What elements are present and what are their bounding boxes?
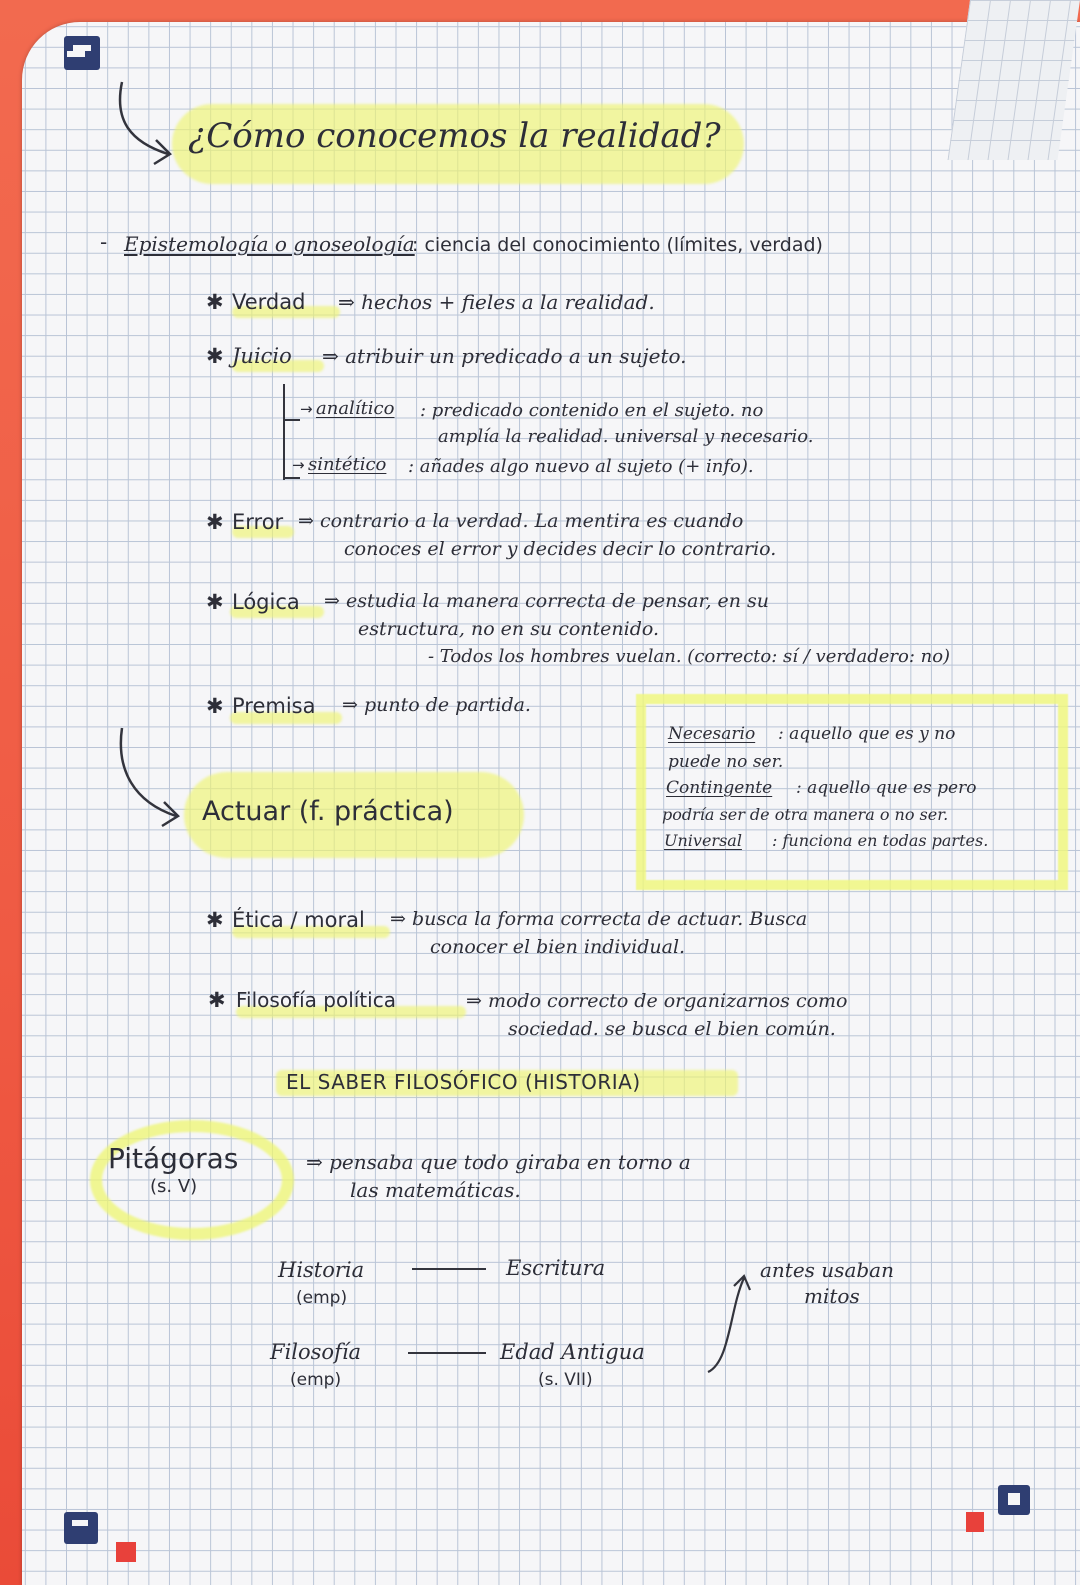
universal-term: Universal	[664, 831, 742, 850]
pitagoras-text-2: las matemáticas.	[350, 1178, 521, 1202]
necesario-text-2: puede no ser.	[668, 752, 784, 772]
politica-text-2: sociedad. se busca el bien común.	[508, 1018, 836, 1040]
logica-term: Lógica	[232, 590, 300, 614]
epistemologia-term: Epistemología o gnoseología	[124, 232, 415, 256]
premisa-term: Premisa	[232, 694, 316, 718]
pitagoras-century: (s. V)	[150, 1176, 198, 1197]
verdad-term: Verdad	[232, 290, 306, 314]
asterisk-bullet: ✱	[206, 908, 224, 932]
verdad-text: ⇒ hechos + fieles a la realidad.	[338, 290, 655, 314]
curved-arrow-icon	[700, 1268, 760, 1378]
logica-text-2: estructura, no en su contenido.	[358, 618, 660, 640]
sintetico-text: : añades algo nuevo al sujeto (+ info).	[408, 456, 754, 477]
brand-logo-icon	[64, 36, 100, 70]
asterisk-bullet: ✱	[206, 510, 224, 534]
epistemologia-definition: : ciencia del conocimiento (límites, verdad)	[412, 234, 823, 256]
juicio-term: Juicio	[232, 344, 292, 368]
error-term: Error	[232, 510, 284, 534]
asterisk-bullet: ✱	[206, 290, 224, 314]
asterisk-bullet: ✱	[206, 344, 224, 368]
red-square-mark	[116, 1542, 136, 1562]
arrow-bullet: →	[300, 400, 313, 418]
historia-label: Historia	[278, 1258, 365, 1282]
connector-line	[412, 1268, 486, 1270]
analitico-text-2: amplía la realidad. universal y necesario.	[438, 426, 814, 447]
contingente-text: : aquello que es pero	[796, 778, 977, 798]
contingente-term: Contingente	[666, 778, 773, 798]
edad-antigua-sub: (s. VII)	[538, 1370, 593, 1390]
arrow-bullet: →	[292, 456, 305, 474]
page-title: ¿Cómo conocemos la realidad?	[188, 116, 721, 156]
antes-text-2: mitos	[804, 1284, 860, 1308]
pitagoras-text: ⇒ pensaba que todo giraba en torno a	[306, 1150, 691, 1174]
etica-text: ⇒ busca la forma correcta de actuar. Busca	[390, 908, 808, 930]
dash-bullet: -	[100, 230, 108, 254]
error-text-2: conoces el error y decides decir lo contrario.	[344, 538, 777, 560]
escritura-label: Escritura	[506, 1256, 606, 1280]
brand-logo-icon	[998, 1485, 1030, 1515]
juicio-text: ⇒ atribuir un predicado a un sujeto.	[322, 344, 687, 368]
asterisk-bullet: ✱	[206, 590, 224, 614]
saber-heading: EL SABER FILOSÓFICO (HISTORIA)	[286, 1070, 641, 1094]
politica-text: ⇒ modo correcto de organizarnos como	[466, 990, 848, 1012]
necesario-text: : aquello que es y no	[778, 724, 956, 744]
etica-term: Ética / moral	[232, 908, 365, 932]
connector-line	[408, 1352, 486, 1354]
historia-sub: (emp)	[296, 1288, 348, 1308]
politica-term: Filosofía política	[236, 988, 396, 1012]
analitico-term: analítico	[316, 398, 395, 419]
sintetico-term: sintético	[308, 454, 387, 475]
necesario-term: Necesario	[668, 724, 756, 744]
filosofia-label: Filosofía	[270, 1340, 362, 1364]
red-square-mark	[966, 1512, 984, 1532]
pitagoras-name: Pitágoras	[108, 1142, 239, 1175]
brand-logo-icon	[64, 1512, 98, 1544]
antes-text: antes usaban	[760, 1258, 894, 1282]
analitico-text: : predicado contenido en el sujeto. no	[420, 400, 764, 421]
curved-arrow-icon	[110, 80, 180, 180]
asterisk-bullet: ✱	[206, 694, 224, 718]
premisa-text: ⇒ punto de partida.	[342, 694, 531, 716]
error-text: ⇒ contrario a la verdad. La mentira es cuando	[298, 510, 744, 532]
actuar-heading: Actuar (f. práctica)	[202, 796, 454, 827]
etica-text-2: conocer el bien individual.	[430, 936, 686, 958]
curved-arrow-icon	[110, 726, 190, 836]
adjacent-page-corner	[948, 0, 1080, 160]
edad-antigua-label: Edad Antigua	[500, 1340, 645, 1364]
contingente-text-2: podría ser de otra manera o no ser.	[662, 805, 949, 824]
universal-text: : funciona en todas partes.	[772, 831, 989, 850]
filosofia-sub: (emp)	[290, 1370, 342, 1390]
logica-example: - Todos los hombres vuelan. (correcto: sí / verdadero: no)	[428, 646, 951, 667]
asterisk-bullet: ✱	[208, 988, 226, 1012]
logica-text: ⇒ estudia la manera correcta de pensar, en su	[324, 590, 770, 612]
